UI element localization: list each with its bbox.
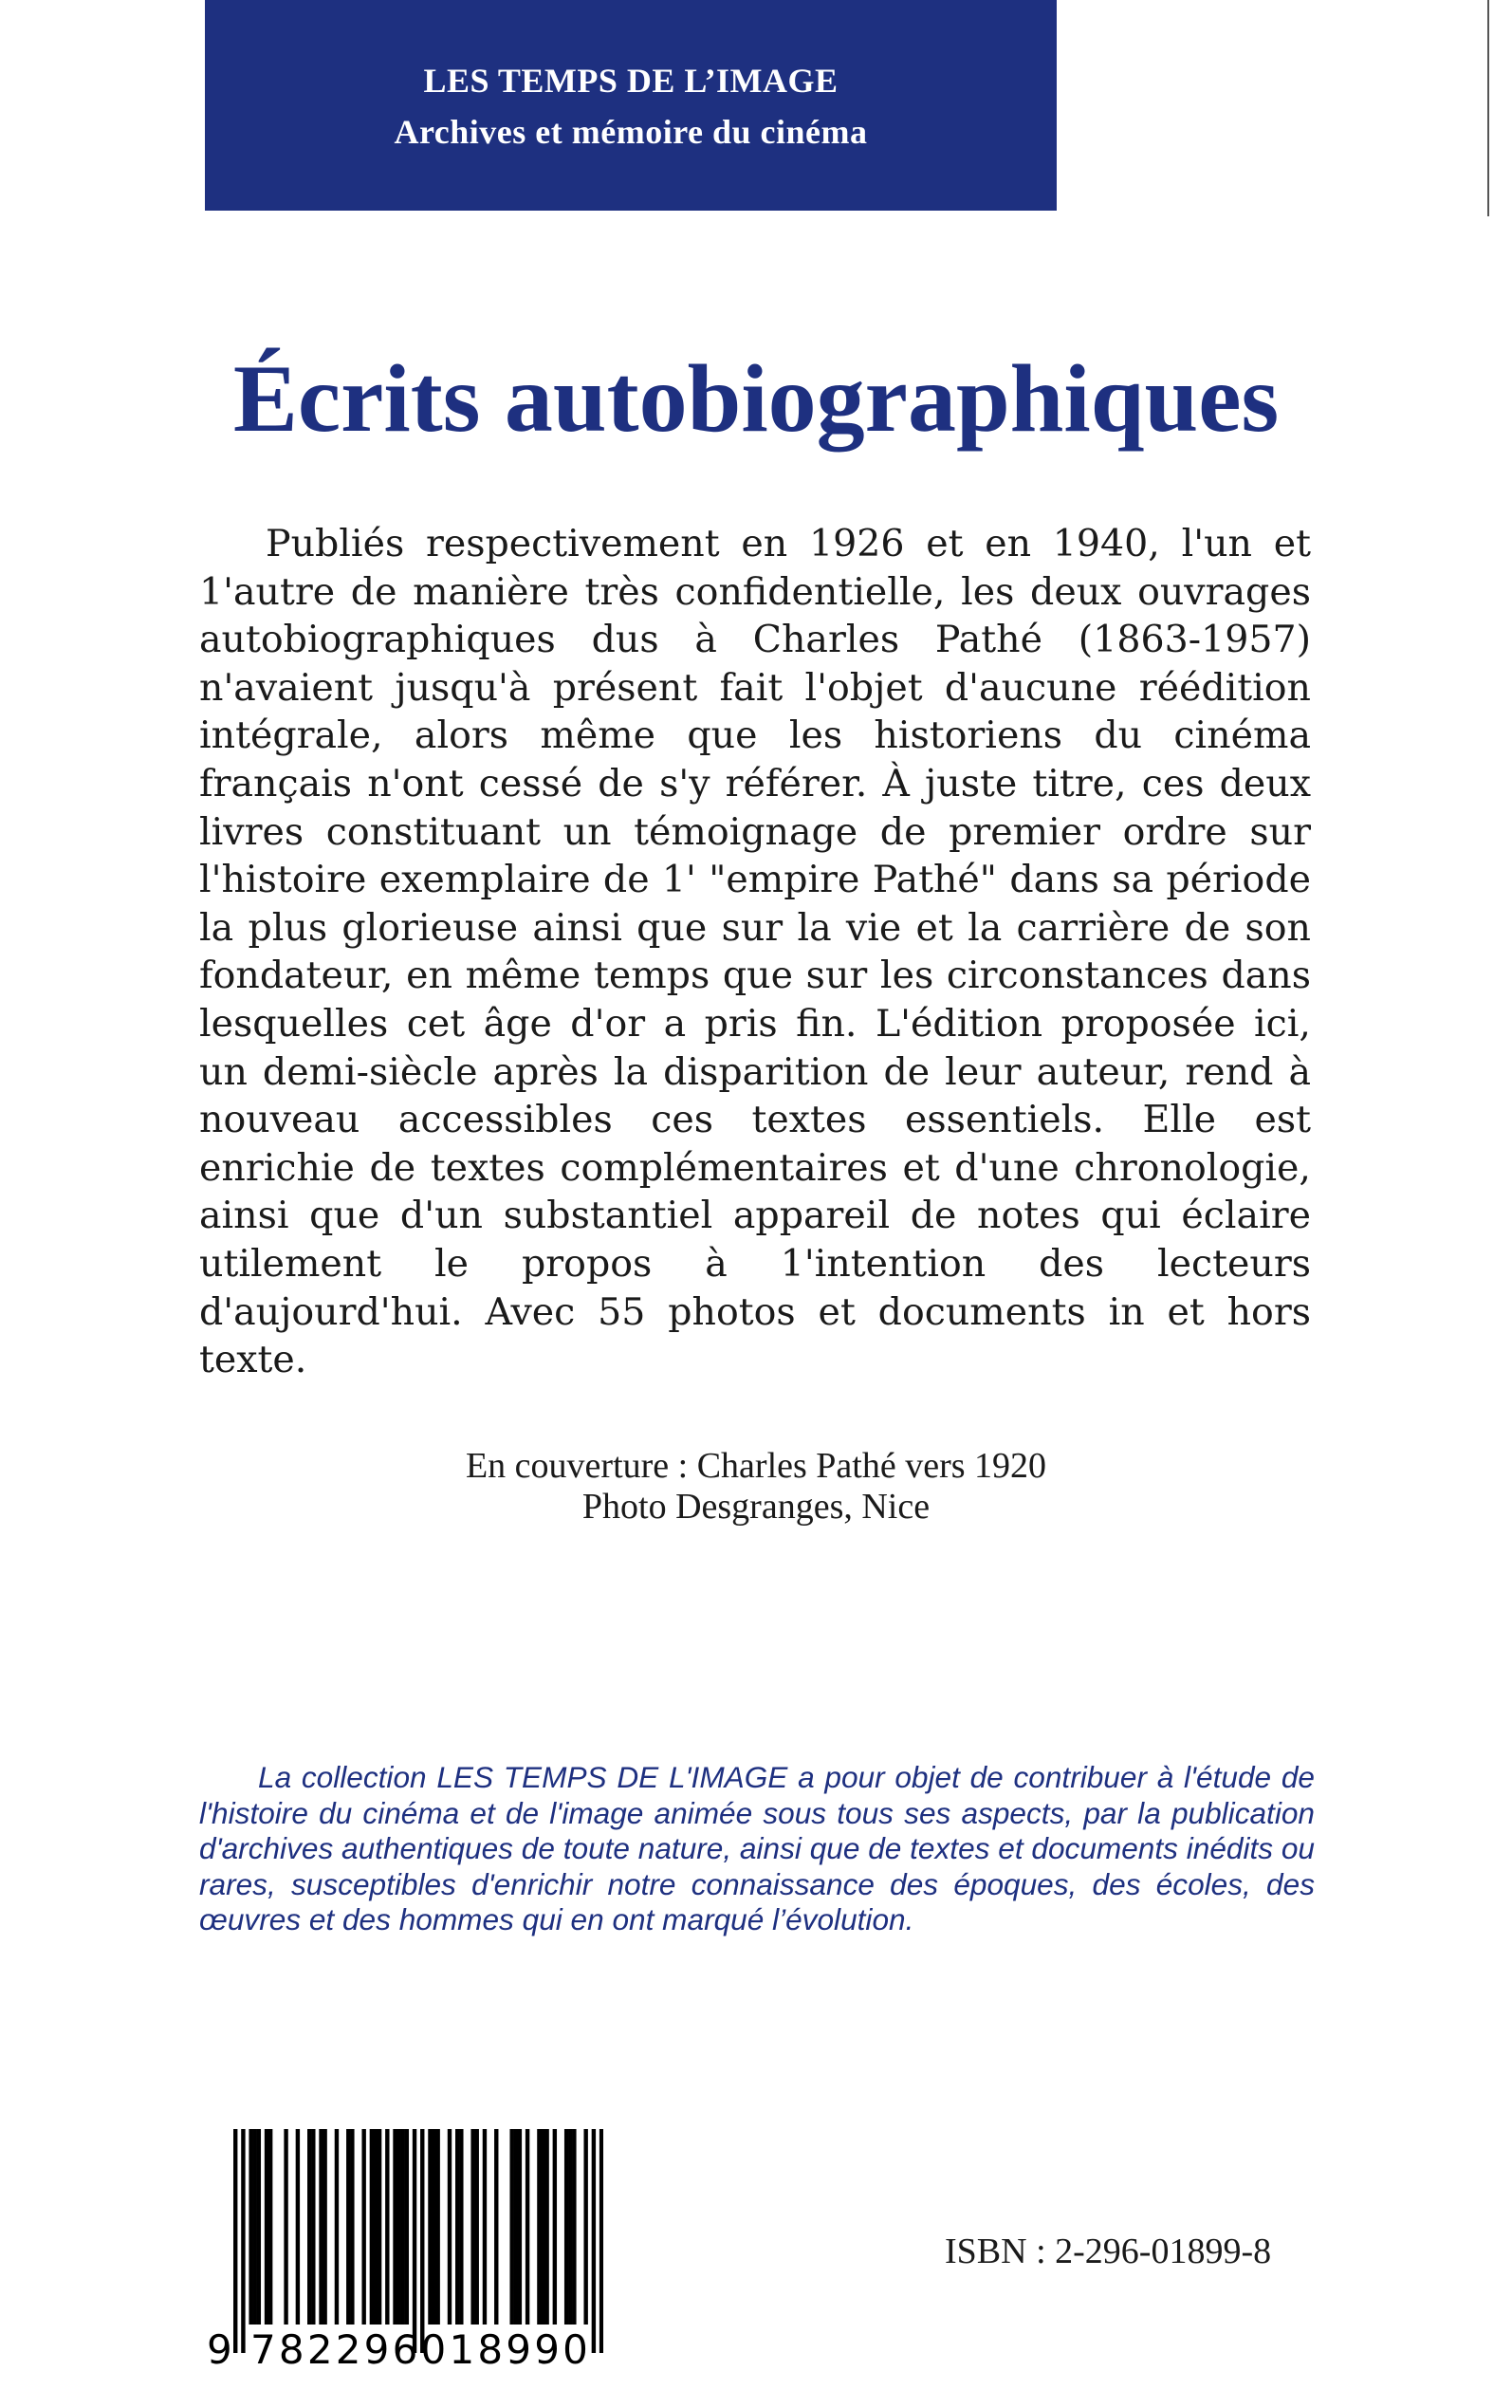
barcode-bar — [564, 2129, 568, 2325]
barcode-bar — [257, 2129, 261, 2325]
barcode-bar — [483, 2129, 487, 2325]
barcode-bar — [420, 2129, 424, 2353]
barcode-bar — [346, 2129, 350, 2325]
barcode-bar — [413, 2129, 416, 2353]
barcode-bar — [583, 2129, 587, 2325]
barcode-bar — [350, 2129, 354, 2325]
barcode-bar — [319, 2129, 323, 2325]
barcode-first-digit: 9 — [207, 2326, 232, 2373]
cover-credit-line-1: En couverture : Charles Pathé vers 1920 — [465, 1446, 1047, 1486]
barcode-bar — [455, 2129, 459, 2325]
barcode-bar — [509, 2129, 513, 2325]
series-subtitle: Archives et mémoire du cinéma — [394, 113, 868, 151]
page-edge-line — [1487, 0, 1489, 216]
barcode-bar — [432, 2129, 435, 2325]
barcode-bar — [553, 2129, 557, 2325]
barcode-bar — [265, 2129, 268, 2325]
barcode-bar — [526, 2129, 529, 2325]
book-blurb: Publiés respectivement en 1926 et en 1940, l'un et 1'autre de manière très confidentielle, les deux ouvrages autobiographiques dus à Charles Pathé (1863-1957) n'avaient jusqu'à présent fait l'objet d'aucune réédition intégrale, alors même que les historiens du cinéma français n'ont cessé de s'y référer. À juste titre, ces deux livres constituant un témoignage de premier ordre sur l'histoire exemplaire de 1' "empire Pathé" dans sa période la plus glorieuse ainsi que sur la vie et la carrière de son fondateur, en même temps que sur les circonstances dans lesquelles cet âge d'or a pris fin. L'édition proposée ici, un demi-siècle après la disparition de leur auteur, rend à nouveau accessibles ces textes essentiels. Elle est enrichie de textes complémentaires et d'une chronologie, ainsi que d'un substantiel appareil de notes qui éclaire utilement le propos à 1'intention des lecteurs d'aujourd'hui. Avec 55 photos et documents in et hors texte. — [199, 522, 1311, 1382]
barcode-bar — [396, 2129, 400, 2325]
barcode-bar — [323, 2129, 326, 2325]
barcode-bar — [393, 2129, 396, 2325]
barcode-bar — [374, 2129, 378, 2325]
collection-description: La collection LES TEMPS DE L'IMAGE a pour objet de contribuer à l'étude de l'histoire du cinéma et de l'image animée sous tous ses aspects, par la publication d'archives authentiques de toute nature, ainsi que de textes et documents inédits ou rares, susceptibles d'enrichir notre connaissance des époques, des écoles, des œuvres et des hommes qui en ont marqué l’évolution. — [199, 1760, 1315, 1937]
barcode-bar — [568, 2129, 572, 2325]
barcode-bar — [405, 2129, 409, 2325]
isbn: ISBN : 2-296-01899-8 — [945, 2232, 1272, 2271]
barcode-bar — [284, 2129, 287, 2325]
barcode-bar — [249, 2129, 252, 2325]
barcode-bar — [459, 2129, 463, 2325]
barcode-bar — [378, 2129, 381, 2325]
barcode-bar — [307, 2129, 311, 2325]
barcode-bar — [475, 2129, 479, 2325]
barcode-bar — [599, 2129, 603, 2353]
barcode-bar — [428, 2129, 432, 2325]
barcode-bar — [385, 2129, 389, 2325]
barcode-bar — [448, 2129, 452, 2325]
barcode-bar — [541, 2129, 544, 2325]
barcode-bar — [470, 2129, 474, 2325]
barcode-bar — [233, 2129, 237, 2353]
barcode-bar — [494, 2129, 498, 2325]
barcode-bar — [370, 2129, 374, 2325]
barcode-bar — [518, 2129, 522, 2325]
barcode-bar — [401, 2129, 405, 2325]
barcode-bar — [268, 2129, 272, 2325]
barcode-bar — [537, 2129, 541, 2325]
barcode-bar — [572, 2129, 576, 2325]
barcode-bar — [544, 2129, 548, 2325]
barcode-bar — [296, 2129, 300, 2325]
barcode-bar — [592, 2129, 596, 2353]
barcode-bar — [361, 2129, 365, 2325]
cover-credit — [0, 1446, 1512, 1528]
book-title: Écrits autobiographiques — [232, 345, 1280, 453]
series-name: LES TEMPS DE L’IMAGE — [423, 62, 839, 100]
barcode-bar — [241, 2129, 245, 2353]
barcode-bars — [233, 2129, 603, 2353]
barcode — [207, 2129, 617, 2400]
barcode-bar — [335, 2129, 339, 2325]
barcode-bar — [514, 2129, 518, 2325]
barcode-bar — [311, 2129, 315, 2325]
collection-header-band — [205, 0, 1057, 211]
barcode-bar — [253, 2129, 257, 2325]
cover-credit-line-2: Photo Desgranges, Nice — [581, 1487, 931, 1527]
barcode-bar — [435, 2129, 439, 2325]
barcode-digits: 782296018990 — [250, 2326, 592, 2373]
